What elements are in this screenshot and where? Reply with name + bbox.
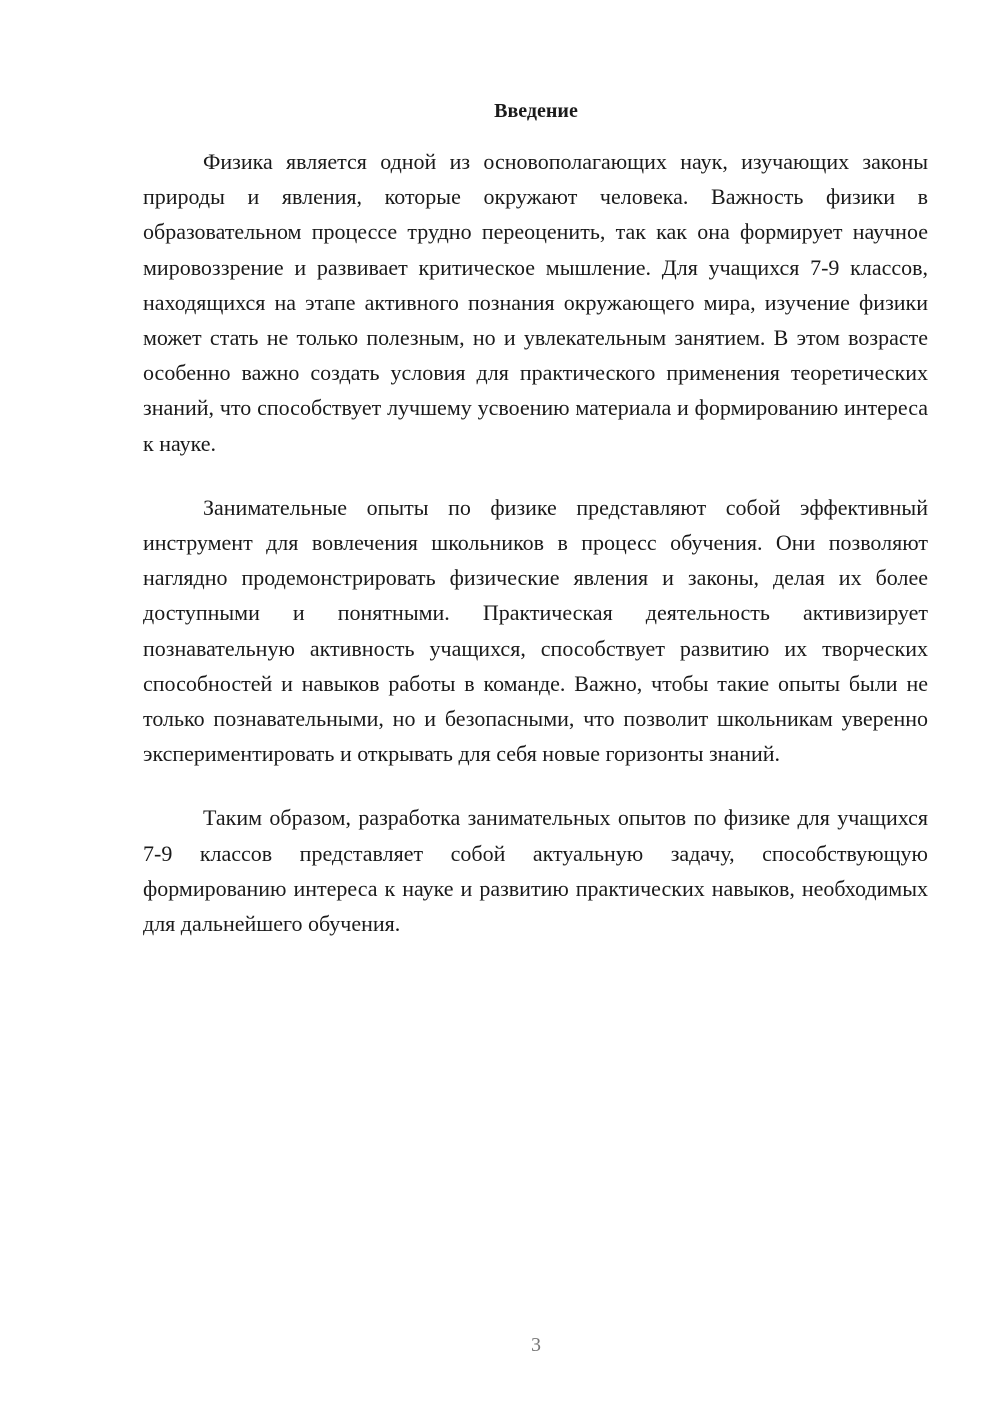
paragraph-1: Физика является одной из основополагающих наук, изучающих законы природы и явления, которые окружают человека. Важность физики в образовательном процессе трудно переоценить, так как она формирует научное мировоззрение и развивает критическое мышление. Для учащихся 7-9 классов, находящихся на этапе активного познания окружающего мира, изучение физики может стать не только полезным, но и увлекательным занятием. В этом возрасте особенно важно создать условия для практического применения теоретических знаний, что способствует лучшему усвоению материала и формированию интереса к науке. [143, 149, 928, 456]
body-text [143, 144, 928, 970]
section-heading: Введение [494, 100, 578, 122]
paragraph-3: Таким образом, разработка занимательных опытов по физике для учащихся 7-9 классов представляет собой актуальную задачу, способствующую формированию интереса к науке и развитию практических навыков, необходимых для дальнейшего обучения. [143, 805, 928, 937]
paragraph-2: Занимательные опыты по физике представляют собой эффективный инструмент для вовлечения школьников в процесс обучения. Они позволяют наглядно продемонстрировать физические явления и законы, делая их более доступными и понятными. Практическая деятельность активизирует познавательную активность учащихся, способствует развитию их творческих способностей и навыков работы в команде. Важно, чтобы такие опыты были не только познавательными, но и безопасными, что позволит школьникам уверенно экспериментировать и открывать для себя новые горизонты знаний. [143, 494, 928, 767]
page-number: 3 [531, 1334, 541, 1356]
